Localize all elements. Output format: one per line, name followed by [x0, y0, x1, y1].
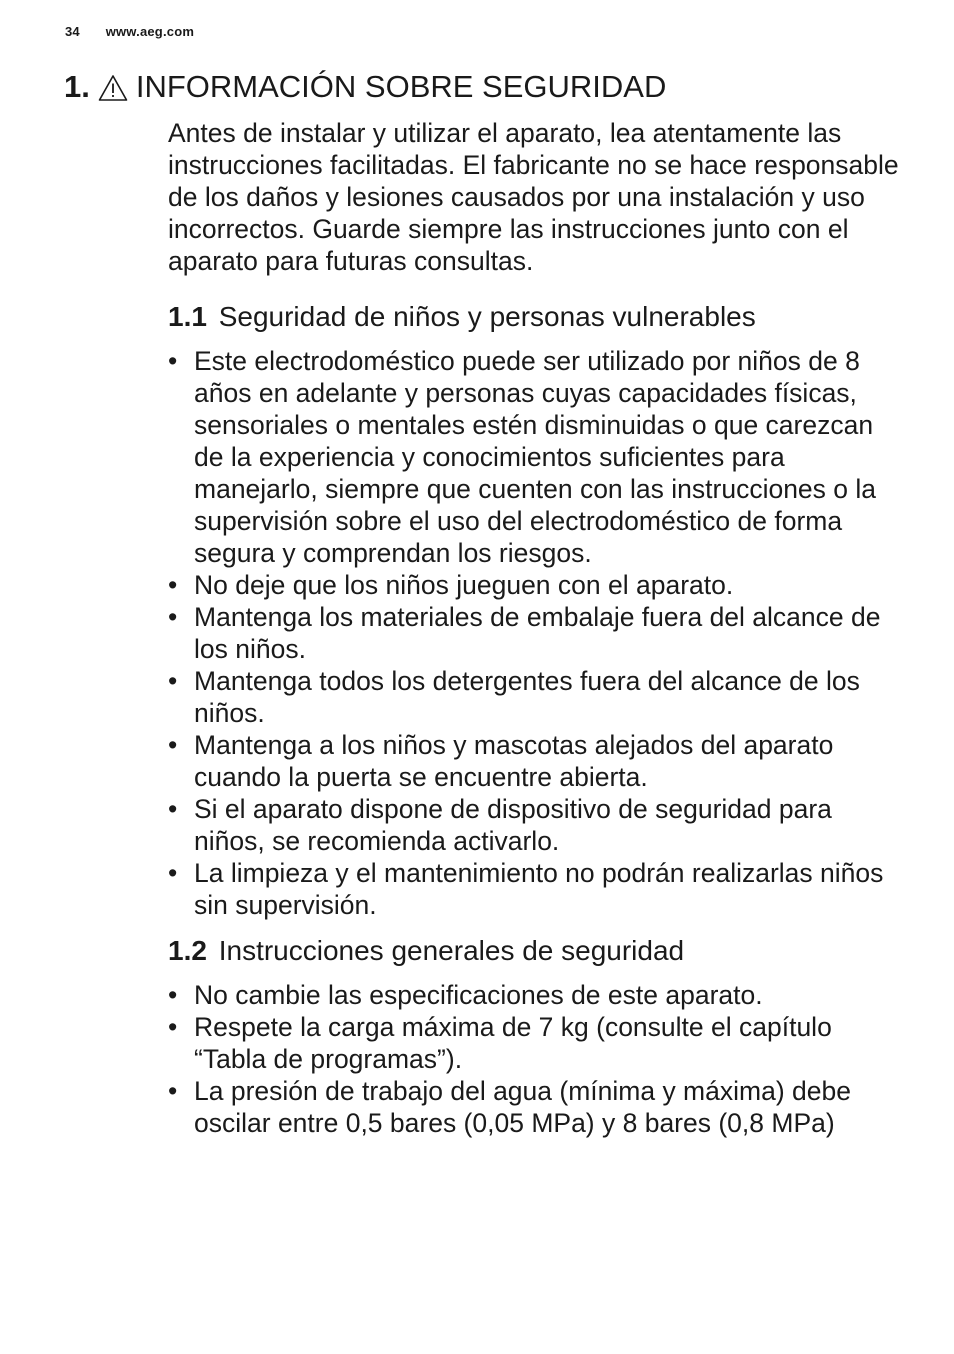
list-item-text: No cambie las especificaciones de este aparato.: [194, 980, 763, 1010]
list-item-text: Mantenga todos los detergentes fuera del alcance de los niños.: [194, 666, 860, 728]
subsection-title: Instrucciones generales de seguridad: [218, 935, 685, 966]
list-item: • La limpieza y el mantenimiento no podrán realizarlas niños sin supervisión.: [168, 858, 884, 920]
section-number: 1.: [64, 69, 90, 104]
list-item-text: Si el aparato dispone de dispositivo de seguridad para niños, se recomienda activarlo.: [194, 794, 832, 856]
list-item: • No deje que los niños jueguen con el aparato.: [168, 570, 734, 600]
subsection-number: 1.1: [168, 301, 207, 332]
page-number: 34: [65, 24, 80, 39]
page-content: [168, 117, 908, 1139]
list-item-text: No deje que los niños jueguen con el aparato.: [194, 570, 734, 600]
list-item: • Mantenga los materiales de embalaje fuera del alcance de los niños.: [168, 602, 881, 664]
list-item: • La presión de trabajo del agua (mínima y máxima) debe oscilar entre 0,5 bares (0,05 MPa) y 8 bares (0,8 MPa): [168, 1076, 851, 1138]
list-item-text: Respete la carga máxima de 7 kg (consulte el capítulo “Tabla de programas”).: [194, 1012, 832, 1074]
subsection-heading-1-1: [168, 299, 908, 335]
page-header: [65, 24, 194, 39]
subsection-title: Seguridad de niños y personas vulnerables: [218, 301, 756, 332]
list-item: • Respete la carga máxima de 7 kg (consulte el capítulo “Tabla de programas”).: [168, 1012, 832, 1074]
list-item: • No cambie las especificaciones de este aparato.: [168, 980, 763, 1010]
list-item: • Este electrodoméstico puede ser utilizado por niños de 8 años en adelante y personas cuyas capacidades físicas, sensoriales o mentales estén disminuidas o que carezcan de la experiencia y conocimientos suficientes para manejarlo, siempre que cuenten con las instrucciones o la supervisión sobre el uso del electrodoméstico de forma segura y comprendan los riesgos.: [168, 346, 877, 568]
list-item-text: Mantenga a los niños y mascotas alejados del aparato cuando la puerta se encuentre abierta.: [194, 730, 834, 792]
section-title: INFORMACIÓN SOBRE SEGURIDAD: [135, 69, 667, 104]
bullet-list-1-2: [168, 979, 908, 1139]
bullet-list-1-1: [168, 345, 908, 921]
website-url: www.aeg.com: [105, 24, 195, 39]
list-item: • Mantenga a los niños y mascotas alejados del aparato cuando la puerta se encuentre abierta.: [168, 730, 834, 792]
list-item-text: La presión de trabajo del agua (mínima y máxima) debe oscilar entre 0,5 bares (0,05 MPa) y 8 bares (0,8 MPa): [194, 1076, 851, 1138]
list-item-text: Este electrodoméstico puede ser utilizado por niños de 8 años en adelante y personas cuyas capacidades físicas, sensoriales o mentales estén disminuidas o que carezcan de la experiencia y conocimientos suficientes para manejarlo, siempre que cuenten con las instrucciones o la supervisión sobre el uso del electrodoméstico de forma segura y comprendan los riesgos.: [194, 346, 877, 568]
intro-paragraph: Antes de instalar y utilizar el aparato, lea atentamente las instrucciones facilitadas. El fabricante no se hace responsable de los daños y lesiones causados por una instalación y uso incorrectos. Guarde siempre las instrucciones junto con el aparato para futuras consultas.: [168, 118, 899, 276]
subsection-number: 1.2: [168, 935, 207, 966]
list-item-text: La limpieza y el mantenimiento no podrán realizarlas niños sin supervisión.: [194, 858, 884, 920]
section-heading: [64, 68, 666, 106]
list-item-text: Mantenga los materiales de embalaje fuera del alcance de los niños.: [194, 602, 881, 664]
list-item: • Mantenga todos los detergentes fuera del alcance de los niños.: [168, 666, 860, 728]
subsection-heading-1-2: [168, 933, 908, 969]
warning-triangle-icon: [98, 73, 128, 101]
list-item: • Si el aparato dispone de dispositivo de seguridad para niños, se recomienda activarlo.: [168, 794, 832, 856]
